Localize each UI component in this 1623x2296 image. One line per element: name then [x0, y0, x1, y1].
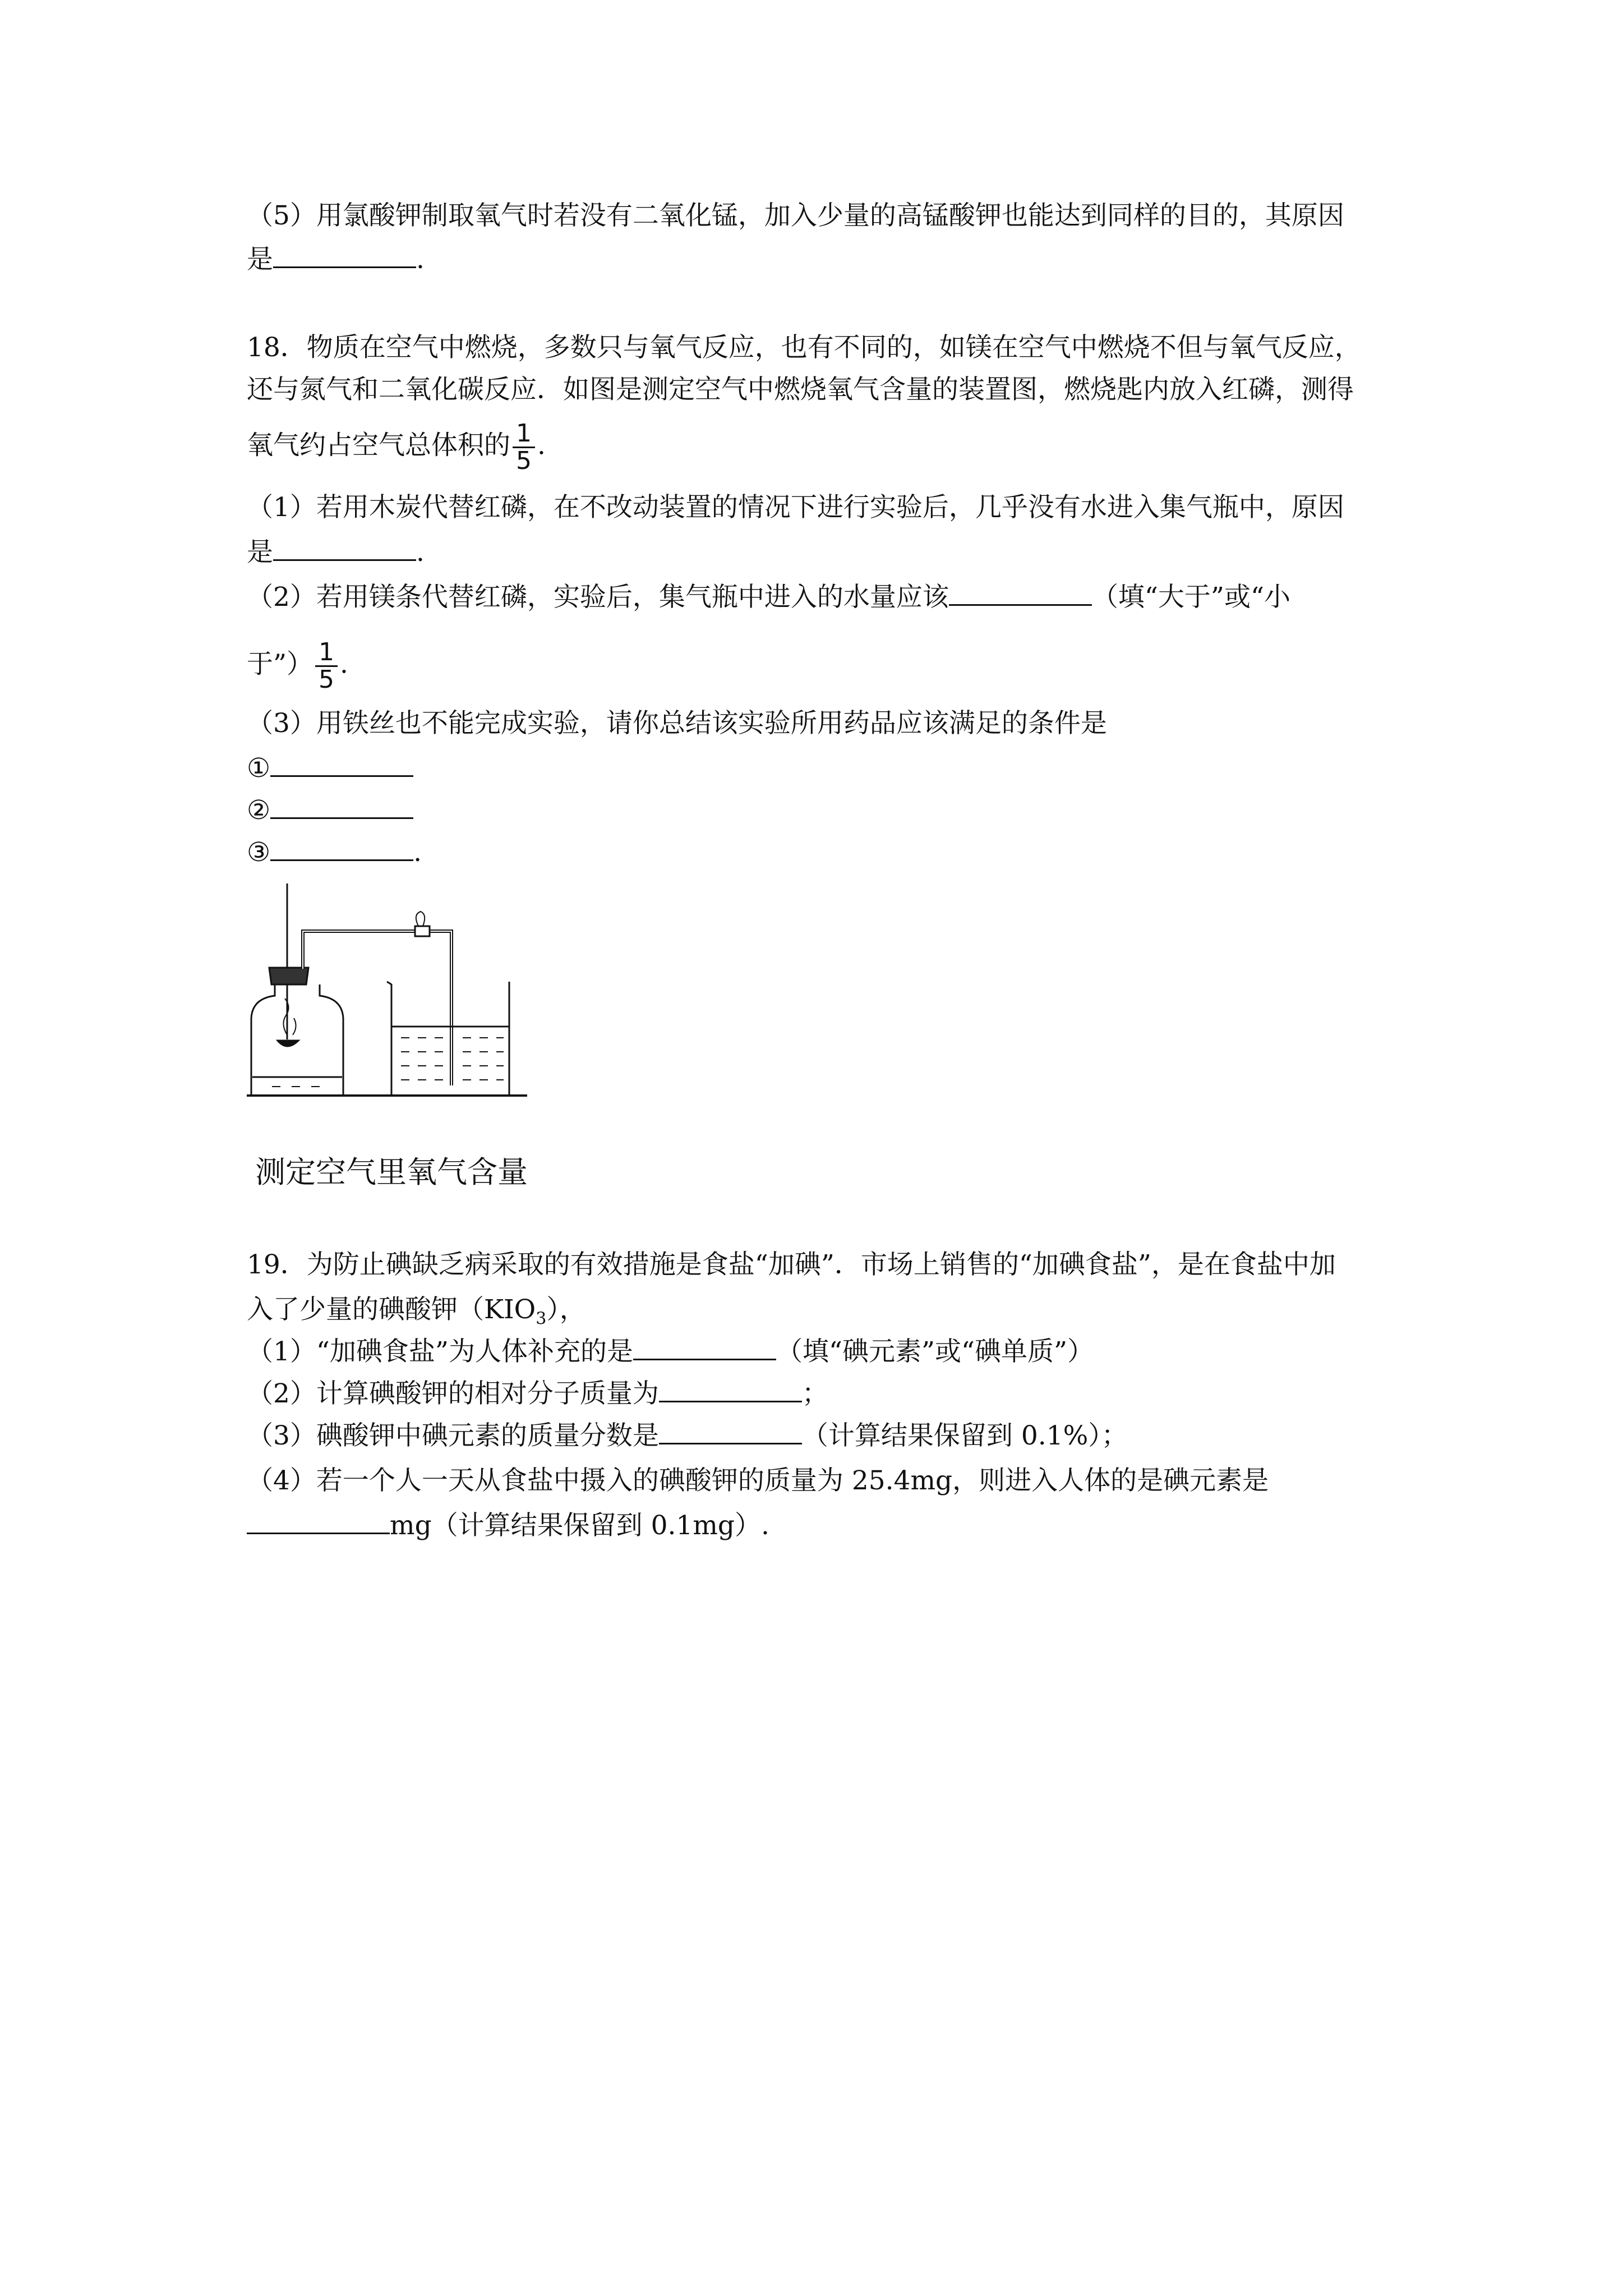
q19-intro-text-b: ），	[546, 1294, 586, 1325]
q19-p3-text-b: （计算结果保留到 0.1%）；	[801, 1420, 1128, 1451]
tube-bore	[303, 931, 451, 1085]
answer-blank[interactable]	[247, 1509, 390, 1534]
q18-p3-line1: （3）用铁丝也不能完成实验，请你总结该实验所用药品应该满足的条件是	[247, 708, 1107, 739]
spring-clamp	[415, 926, 430, 936]
fraction-numerator: 1	[513, 421, 535, 448]
q18-cond-1	[247, 752, 413, 785]
q19-p4-line1: （4）若一个人一天从食盐中摄入的碘酸钾的质量为 25.4mg，则进入人体的是碘元素是	[247, 1465, 1269, 1496]
q18-p2-line1	[247, 581, 1290, 614]
q19-p2-text-b: ；	[801, 1378, 828, 1409]
q18-p2-line2	[247, 639, 348, 693]
q17-p5-line1: （5）用氯酸钾制取氧气时若没有二氧化锰，加入少量的高锰酸钾也能达到同样的目的，其原因	[247, 200, 1344, 231]
combustion-spoon	[278, 1041, 298, 1046]
q18-p2-text-b: （填“大于”或“小	[1091, 582, 1290, 613]
answer-blank[interactable]	[949, 581, 1092, 606]
rubber-stopper	[269, 968, 308, 984]
q19-p2	[247, 1377, 828, 1411]
answer-blank[interactable]	[270, 836, 413, 861]
q19-p1-text-b: （填“碘元素”或“碘单质”）	[776, 1336, 1094, 1367]
fraction-denominator: 5	[516, 447, 532, 475]
q18-cond-2	[247, 794, 413, 827]
q19-p2-text-a: （2）计算碘酸钾的相对分子质量为	[247, 1378, 659, 1409]
q18-intro-end: .	[537, 430, 546, 461]
q19-intro-line1: 19．为防止碘缺乏病采取的有效措施是食盐“加碘”．市场上销售的“加碘食盐”，是在食盐中加	[247, 1249, 1336, 1280]
q19-p4-text: mg（计算结果保留到 0.1mg）.	[390, 1510, 769, 1541]
q18-intro-line3	[247, 421, 546, 474]
answer-blank[interactable]	[270, 794, 413, 819]
cond-end: .	[413, 837, 422, 868]
answer-blank[interactable]	[270, 752, 413, 777]
fraction-one-fifth	[315, 639, 338, 693]
q19-p1	[247, 1335, 1094, 1369]
q17-p5-line2	[247, 243, 425, 277]
smoke-wisp	[293, 1018, 296, 1035]
q18-p1-line1: （1）若用木炭代替红磷，在不改动装置的情况下进行实验后，几乎没有水进入集气瓶中，原因	[247, 492, 1344, 523]
fraction-numerator: 1	[315, 639, 338, 667]
q17-p5-text-a: 是	[247, 244, 273, 275]
figure-caption: 测定空气里氧气含量	[255, 1154, 528, 1190]
fraction-denominator: 5	[319, 665, 335, 694]
beaker	[387, 982, 509, 1096]
answer-blank[interactable]	[633, 1335, 776, 1360]
q18-intro-line1: 18．物质在空气中燃烧，多数只与氧气反应，也有不同的，如镁在空气中燃烧不但与氧气反应，	[247, 332, 1361, 363]
q18-intro-line2: 还与氮气和二氧化碳反应．如图是测定空气中燃烧氧气含量的装置图，燃烧匙内放入红磷，测得	[247, 374, 1354, 405]
cond-marker-3: ③	[247, 837, 271, 868]
q18-p2-end: .	[340, 648, 348, 680]
q19-p4-line2	[247, 1509, 769, 1543]
q19-intro-line2	[247, 1293, 586, 1336]
answer-blank[interactable]	[659, 1377, 802, 1402]
q18-p1-text-a: 是	[247, 537, 273, 568]
oxygen-measurement-apparatus	[247, 884, 550, 1147]
subscript-3: 3	[536, 1309, 547, 1329]
connecting-tube	[303, 931, 451, 1085]
answer-blank[interactable]	[273, 243, 416, 268]
clamp-handle	[416, 912, 425, 926]
q18-p1-line2	[247, 536, 425, 569]
cond-marker-2: ②	[247, 795, 271, 826]
q19-p3-text-a: （3）碘酸钾中碘元素的质量分数是	[247, 1420, 659, 1451]
q18-p2-text-a: （2）若用镁条代替红磷，实验后，集气瓶中进入的水量应该	[247, 582, 949, 613]
answer-blank[interactable]	[659, 1419, 802, 1444]
answer-blank[interactable]	[273, 536, 416, 561]
fraction-one-fifth	[513, 421, 535, 474]
q19-intro-text-a: 入了少量的碘酸钾（KIO	[247, 1294, 536, 1325]
q18-cond-3	[247, 836, 422, 869]
cond-marker-1: ①	[247, 753, 271, 784]
q19-p3	[247, 1419, 1128, 1453]
q19-p1-text-a: （1）“加碘食盐”为人体补充的是	[247, 1336, 633, 1367]
q18-p2-text-c: 于”）	[247, 648, 313, 680]
q18-intro-text: 氧气约占空气总体积的	[247, 430, 510, 461]
q17-p5-text-b: .	[416, 244, 425, 275]
q18-p1-text-b: .	[416, 537, 425, 568]
